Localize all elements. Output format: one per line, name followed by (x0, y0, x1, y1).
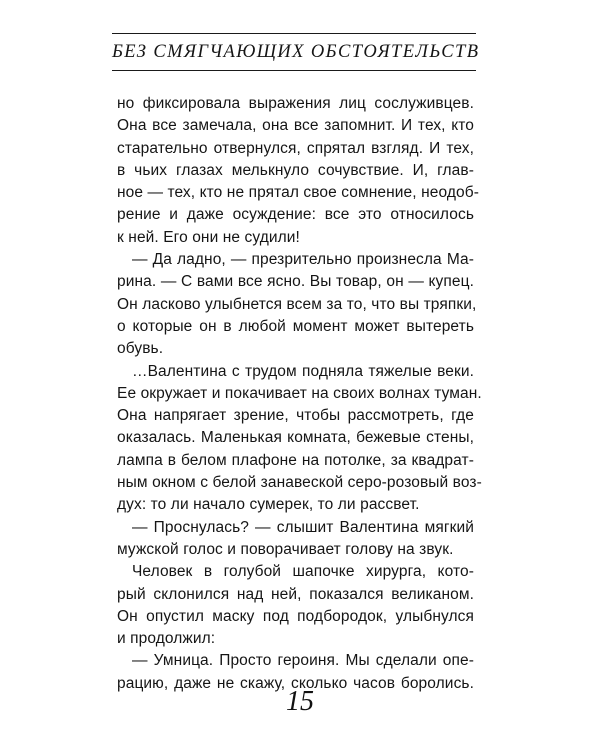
text-line: к ней. Его они не судили! (117, 228, 300, 246)
text-line: — Проснулась? — слышит Валентина мягкий (132, 518, 474, 536)
text-line: рацию, даже не скажу, сколько часов боролись. (117, 674, 474, 692)
running-header: БЕЗ СМЯГЧАЮЩИХ ОБСТОЯТЕЛЬСТВ (112, 42, 480, 62)
text-line: ным окном с белой занавеской серо-розовый воз- (117, 474, 482, 492)
text-line: и продолжил: (117, 630, 216, 648)
text-line: — Умница. Просто героиня. Мы сделали опе- (132, 652, 474, 670)
text-line: в чьих глазах мелькнуло сочувствие. И, глав- (117, 161, 474, 179)
text-line: ное — тех, кто не прятал свое сомнение, неодоб- (117, 184, 479, 202)
text-line: Он опустил маску под подбородок, улыбнулся (117, 607, 474, 625)
paragraph-3 (117, 361, 482, 517)
page-number: 15 (286, 686, 314, 717)
text-line: Человек в голубой шапочке хирурга, кото- (132, 563, 474, 581)
text-line: рение и даже осуждение: все это относилось (117, 206, 474, 224)
body-text (117, 93, 482, 695)
text-line: но фиксировала выражения лиц сослуживцев. (117, 95, 474, 112)
text-line: оказалась. Маленькая комната, бежевые стены, (117, 429, 474, 447)
header-rule-bottom (112, 70, 476, 71)
paragraph-4 (117, 517, 474, 562)
text-line: — Да ладно, — презрительно произнесла Ма- (132, 251, 474, 269)
paragraph-5 (117, 561, 474, 650)
text-line: о которые он в любой момент может вытереть (117, 317, 474, 335)
text-line: мужской голос и поворачивает голову на звук. (117, 540, 454, 558)
text-line: Ее окружает и покачивает на своих волнах туман. (117, 384, 482, 402)
paragraph-2 (117, 249, 477, 360)
text-line: …Валентина с трудом подняла тяжелые веки. (132, 362, 474, 380)
text-line: дух: то ли начало сумерек, то ли рассвет. (117, 496, 420, 514)
text-line: старательно отвернулся, спрятал взгляд. И тех, (117, 139, 474, 157)
text-line: обувь. (117, 340, 164, 358)
text-line: Она напрягает зрение, чтобы рассмотреть, где (117, 407, 474, 425)
header-rule-top (112, 33, 476, 34)
text-line: лампа в белом плафоне на потолке, за квадрат- (117, 451, 474, 469)
text-line: рый склонился над ней, показался великаном. (117, 585, 474, 603)
text-line: рина. — С вами все ясно. Вы товар, он — купец. (117, 273, 474, 291)
text-line: Он ласково улыбнется всем за то, что вы тряпки, (117, 295, 477, 313)
paragraph-1 (117, 93, 479, 249)
text-line: Она все замечала, она все запомнит. И тех, кто (117, 117, 474, 135)
